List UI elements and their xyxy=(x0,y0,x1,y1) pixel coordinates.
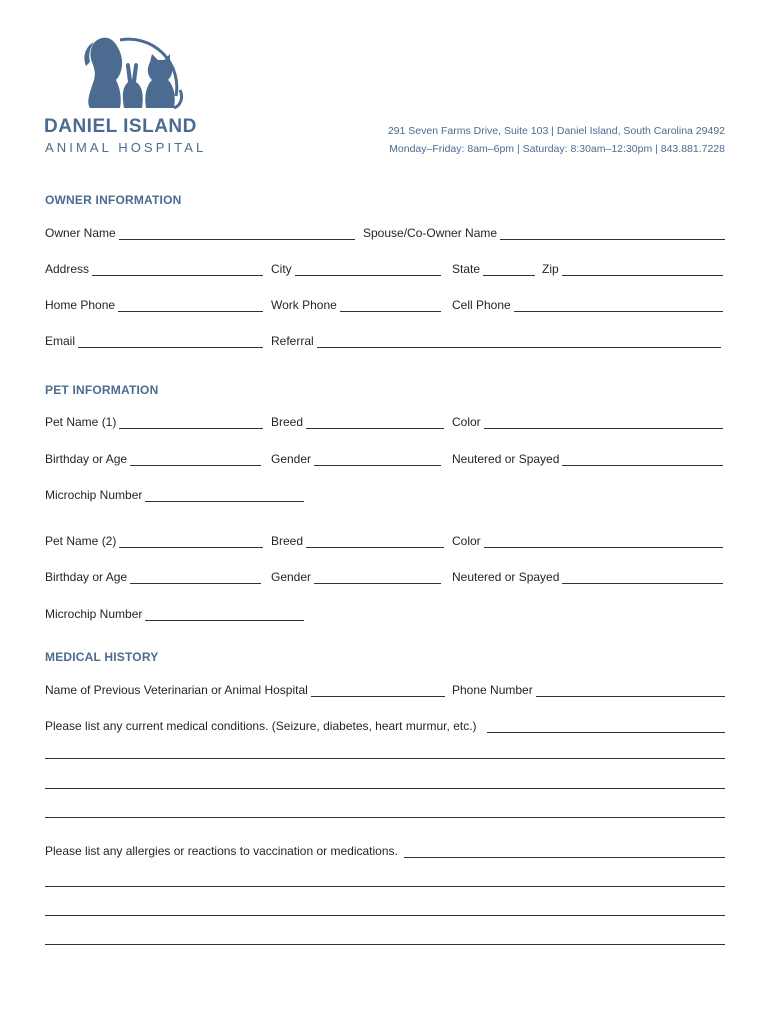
dog-cat-rabbit-icon xyxy=(80,32,186,112)
allergies-line[interactable] xyxy=(45,944,725,945)
allergies-line[interactable] xyxy=(45,886,725,887)
pet1-gender-label: Gender xyxy=(271,452,312,466)
work-phone-field[interactable] xyxy=(271,296,441,312)
conditions-line[interactable] xyxy=(45,758,725,759)
brand-name: DANIEL ISLAND xyxy=(44,116,197,137)
conditions-line[interactable] xyxy=(45,817,725,818)
zip-field[interactable] xyxy=(542,260,723,276)
hospital-logo xyxy=(44,28,224,158)
pet2-neutered-field[interactable] xyxy=(452,568,723,584)
contact-info xyxy=(388,122,725,158)
pet2-microchip-field[interactable] xyxy=(45,605,304,621)
state-field[interactable] xyxy=(452,260,535,276)
home-phone-field[interactable] xyxy=(45,296,263,312)
spouse-name-label: Spouse/Co-Owner Name xyxy=(363,226,498,240)
cell-phone-label: Cell Phone xyxy=(452,298,511,312)
pet2-neutered-label: Neutered or Spayed xyxy=(452,570,560,584)
pet1-name-label: Pet Name (1) xyxy=(45,415,117,429)
pet2-color-field[interactable] xyxy=(452,532,723,548)
pet2-microchip-label: Microchip Number xyxy=(45,607,143,621)
pet1-color-label: Color xyxy=(452,415,481,429)
brand-subtitle: ANIMAL HOSPITAL xyxy=(45,140,207,155)
owner-name-label: Owner Name xyxy=(45,226,116,240)
pet2-birthday-label: Birthday or Age xyxy=(45,570,128,584)
medical-section-title: MEDICAL HISTORY xyxy=(45,650,159,664)
conditions-line[interactable] xyxy=(45,788,725,789)
zip-label: Zip xyxy=(542,262,559,276)
conditions-label: Please list any current medical conditions. (Seizure, diabetes, heart murmur, etc.) xyxy=(45,719,477,733)
pet2-name-label: Pet Name (2) xyxy=(45,534,117,548)
pet2-gender-field[interactable] xyxy=(271,568,441,584)
referral-label: Referral xyxy=(271,334,314,348)
pet2-breed-label: Breed xyxy=(271,534,304,548)
pet2-gender-label: Gender xyxy=(271,570,312,584)
pet1-color-field[interactable] xyxy=(452,413,723,429)
hours-line: Monday–Friday: 8am–6pm | Saturday: 8:30am–12:30pm | 843.881.7228 xyxy=(389,143,725,155)
state-label: State xyxy=(452,262,481,276)
vet-phone-field[interactable] xyxy=(452,681,725,697)
pet1-birthday-field[interactable] xyxy=(45,450,261,466)
spouse-name-field[interactable] xyxy=(363,224,725,240)
address-label: Address xyxy=(45,262,90,276)
owner-name-field[interactable] xyxy=(45,224,355,240)
vet-phone-label: Phone Number xyxy=(452,683,533,697)
address-line: 291 Seven Farms Drive, Suite 103 | Daniel Island, South Carolina 29492 xyxy=(387,125,725,137)
pet1-breed-label: Breed xyxy=(271,415,304,429)
pet1-breed-field[interactable] xyxy=(271,413,444,429)
allergies-line[interactable] xyxy=(45,915,725,916)
work-phone-label: Work Phone xyxy=(271,298,337,312)
pet2-name-field[interactable] xyxy=(45,532,263,548)
address-field[interactable] xyxy=(45,260,263,276)
cell-phone-field[interactable] xyxy=(452,296,723,312)
referral-field[interactable] xyxy=(271,332,721,348)
pet2-breed-field[interactable] xyxy=(271,532,444,548)
allergies-field[interactable] xyxy=(45,842,725,858)
pet1-microchip-field[interactable] xyxy=(45,486,304,502)
owner-section-title: OWNER INFORMATION xyxy=(45,193,182,207)
pet1-microchip-label: Microchip Number xyxy=(45,488,143,502)
pet-section-title: PET INFORMATION xyxy=(45,383,159,397)
conditions-field[interactable] xyxy=(45,717,725,733)
pet1-gender-field[interactable] xyxy=(271,450,441,466)
pet1-neutered-field[interactable] xyxy=(452,450,723,466)
previous-vet-label: Name of Previous Veterinarian or Animal Hospital xyxy=(45,683,308,697)
city-field[interactable] xyxy=(271,260,441,276)
home-phone-label: Home Phone xyxy=(45,298,116,312)
previous-vet-field[interactable] xyxy=(45,681,445,697)
pet2-color-label: Color xyxy=(452,534,481,548)
allergies-label: Please list any allergies or reactions to vaccination or medications. xyxy=(45,844,398,858)
pet1-name-field[interactable] xyxy=(45,413,263,429)
pet2-birthday-field[interactable] xyxy=(45,568,261,584)
email-field[interactable] xyxy=(45,332,263,348)
city-label: City xyxy=(271,262,292,276)
pet1-birthday-label: Birthday or Age xyxy=(45,452,128,466)
email-label: Email xyxy=(45,334,76,348)
pet1-neutered-label: Neutered or Spayed xyxy=(452,452,560,466)
